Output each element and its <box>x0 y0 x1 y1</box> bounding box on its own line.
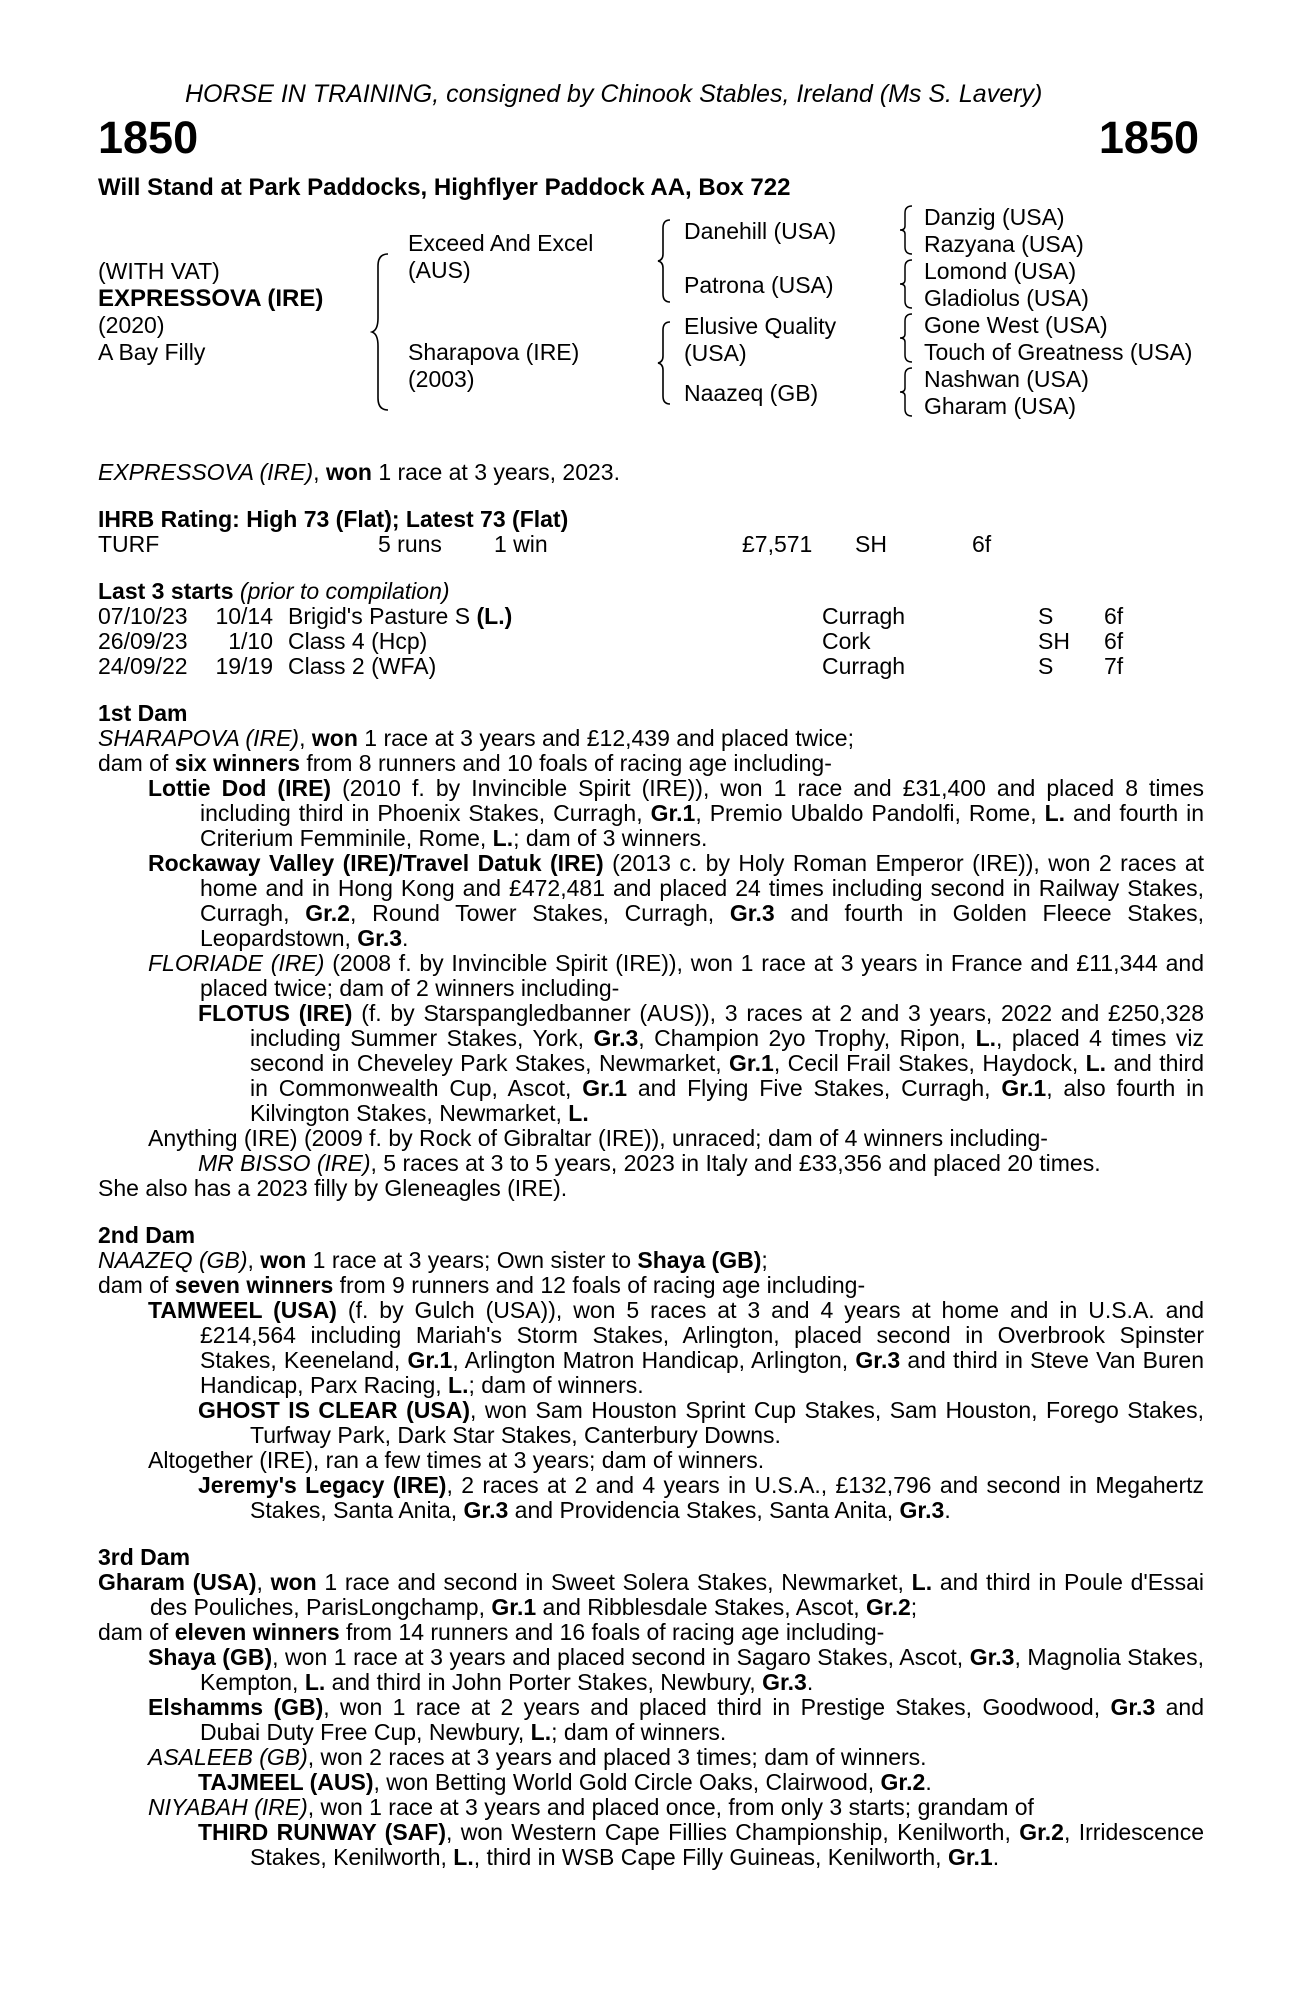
brace-gg4 <box>898 366 916 418</box>
produce-tamweel: TAMWEEL (USA) (f. by Gulch (USA)), won 5 races at 3 and 4 years at home and in U.S.A. and £214,564 including Mariah's Storm Stakes, Arlington, placed second in Overbrook Spinster Stakes, Keeneland, Gr.1, Arlington Matron Handicap, Arlington, Gr.3 and third in Steve Van Buren Handicap, Parx Racing, L.; dam of winners. <box>148 1297 1204 1398</box>
last-starts-block <box>98 579 1204 679</box>
gg-lomond: Lomond (USA) <box>924 258 1077 284</box>
last-start-dist: 7f <box>1104 653 1124 679</box>
rating-heading: IHRB Rating: High 73 (Flat); Latest 73 (Flat) <box>98 506 569 532</box>
last-start-course: Curragh <box>822 603 906 629</box>
last-starts-heading: Last 3 starts (prior to compilation) <box>98 578 450 604</box>
last-start-race: Class 2 (WFA) <box>288 653 437 679</box>
produce-tajmeel: TAJMEEL (AUS), won Betting World Gold Circle Oaks, Clairwood, Gr.2. <box>198 1769 932 1795</box>
produce-flotus: FLOTUS (IRE) (f. by Starspangledbanner (AUS)), 3 races at 2 and 3 years, 2022 and £250,328 including Summer Stakes, York, Gr.3, Champion 2yo Trophy, Ripon, L., placed 4 times viz second in Cheveley Park Stakes, Newmarket, Gr.1, Cecil Frail Stakes, Haydock, L. and third in Commonwealth Cup, Ascot, Gr.1 and Flying Five Stakes, Curragh, Gr.1, also fourth in Kilvington Stakes, Newmarket, L. <box>198 1000 1205 1126</box>
stand-location: Will Stand at Park Paddocks, Highflyer Paddock AA, Box 722 <box>98 174 791 201</box>
first-dam-produce-line: dam of six winners from 8 runners and 10 foals of racing age including- <box>98 750 832 776</box>
last-start-row <box>98 604 1204 629</box>
horse-description: A Bay Filly <box>98 339 206 365</box>
last-start-going: SH <box>1038 628 1070 654</box>
produce-niyabah: NIYABAH (IRE), won 1 race at 3 years and placed once, from only 3 starts; grandam of <box>148 1794 1034 1820</box>
dam-sire-country: (USA) <box>684 340 747 366</box>
third-dam-produce-line: dam of eleven winners from 14 runners and 16 foals of racing age including- <box>98 1619 885 1645</box>
foaling-year: (2020) <box>98 312 165 338</box>
gg-nashwan: Nashwan (USA) <box>924 366 1089 392</box>
rating-block <box>98 507 1204 557</box>
last-start-race: Brigid's Pasture S (L.) <box>288 603 513 629</box>
produce-lottie-dod: Lottie Dod (IRE) (2010 f. by Invincible Spirit (IRE)), won 1 race and £31,400 and placed 8 times including third in Phoenix Stakes, Curragh, Gr.1, Premio Ubaldo Pandolfi, Rome, L. and fourth in Criterium Femminile, Rome, L.; dam of 3 winners. <box>148 775 1205 851</box>
third-dam-line: Gharam (USA), won 1 race and second in Sweet Solera Stakes, Newmarket, L. and third in Poule d'Essai des Pouliches, ParisLongchamp, Gr.1 and Ribblesdale Stakes, Ascot, Gr.2; <box>98 1569 1205 1620</box>
last-start-date: 26/09/23 <box>98 628 188 654</box>
gg-touch-of-greatness: Touch of Greatness (USA) <box>924 339 1193 365</box>
dam-name: Sharapova (IRE) <box>408 339 580 365</box>
race-summary: EXPRESSOVA (IRE), won 1 race at 3 years, 2023. <box>98 459 620 485</box>
produce-mr-bisso: MR BISSO (IRE), 5 races at 3 to 5 years, 2023 in Italy and £33,356 and placed 20 times. <box>198 1150 1101 1176</box>
dam-dam: Naazeq (GB) <box>684 380 819 406</box>
produce-anything: Anything (IRE) (2009 f. by Rock of Gibraltar (IRE)), unraced; dam of 4 winners including- <box>148 1125 1048 1151</box>
produce-rockaway-valley: Rockaway Valley (IRE)/Travel Datuk (IRE) (2013 c. by Holy Roman Emperor (IRE)), won 2 races at home and in Hong Kong and £472,481 and placed 24 times including second in Railway Stakes, Curragh, Gr.2, Round Tower Stakes, Curragh, Gr.3 and fourth in Golden Fleece Stakes, Leopardstown, Gr.3. <box>148 850 1205 951</box>
gg-gladiolus: Gladiolus (USA) <box>924 285 1089 311</box>
last-start-course: Curragh <box>822 653 906 679</box>
brace-gg1 <box>898 204 916 256</box>
lot-number-left: 1850 <box>98 112 199 163</box>
second-dam-section <box>98 1223 1204 1523</box>
last-start-dist: 6f <box>1104 628 1124 654</box>
produce-elshamms: Elshamms (GB), won 1 race at 2 years and placed third in Prestige Stakes, Goodwood, Gr.3 and Dubai Duty Free Cup, Newbury, L.; dam of winners. <box>148 1694 1205 1745</box>
rating-row: TURF 5 runs 1 win £7,571 SH 6f <box>98 531 992 557</box>
last-start-row <box>98 629 1204 654</box>
gg-gharam: Gharam (USA) <box>924 393 1077 419</box>
brace-dam <box>656 320 674 406</box>
brace-gg2 <box>898 258 916 310</box>
produce-third-runway: THIRD RUNWAY (SAF), won Western Cape Fillies Championship, Kenilworth, Gr.2, Irridescence Stakes, Kenilworth, L., third in WSB Cape Filly Guineas, Kenilworth, Gr.1. <box>198 1819 1204 1870</box>
third-dam-section <box>98 1545 1204 1870</box>
gg-razyana: Razyana (USA) <box>924 231 1084 257</box>
last-start-going: S <box>1038 603 1054 629</box>
brace-gg3 <box>898 312 916 364</box>
last-start-pos: 10/14 <box>215 603 273 629</box>
sire-sire: Danehill (USA) <box>684 218 837 244</box>
catalogue-header: HORSE IN TRAINING, consigned by Chinook Stables, Ireland (Ms S. Lavery) <box>185 80 1043 108</box>
second-dam-produce-line: dam of seven winners from 9 runners and 12 foals of racing age including- <box>98 1272 866 1298</box>
last-start-date: 07/10/23 <box>98 603 188 629</box>
gg-danzig: Danzig (USA) <box>924 204 1065 230</box>
produce-altogether: Altogether (IRE), ran a few times at 3 years; dam of winners. <box>148 1447 765 1473</box>
first-dam-line: SHARAPOVA (IRE), won 1 race at 3 years and £12,439 and placed twice; <box>98 725 854 751</box>
produce-ghost-is-clear: GHOST IS CLEAR (USA), won Sam Houston Sprint Cup Stakes, Sam Houston, Forego Stakes, Turfway Park, Dark Star Stakes, Canterbury Downs. <box>198 1397 1204 1448</box>
first-dam-section <box>98 701 1204 1201</box>
brace-sire <box>656 218 674 304</box>
produce-jeremys-legacy: Jeremy's Legacy (IRE), 2 races at 2 and 4 years in U.S.A., £132,796 and second in Megahertz Stakes, Santa Anita, Gr.3 and Providencia Stakes, Santa Anita, Gr.3. <box>198 1472 1204 1523</box>
lot-number-right: 1850 <box>1098 112 1199 163</box>
last-start-going: S <box>1038 653 1054 679</box>
vat-note: (WITH VAT) <box>98 258 220 284</box>
produce-asaleeb: ASALEEB (GB), won 2 races at 3 years and placed 3 times; dam of winners. <box>148 1744 927 1770</box>
dam-year: (2003) <box>408 366 475 392</box>
last-start-pos: 1/10 <box>228 628 273 654</box>
sire-name: Exceed And Excel <box>408 230 594 256</box>
last-start-race: Class 4 (Hcp) <box>288 628 428 654</box>
second-dam-line: NAAZEQ (GB), won 1 race at 3 years; Own sister to Shaya (GB); <box>98 1247 768 1273</box>
brace-main <box>370 252 392 412</box>
last-start-date: 24/09/22 <box>98 653 188 679</box>
dam-sire-name: Elusive Quality <box>684 313 837 339</box>
last-start-row <box>98 654 1204 679</box>
produce-shaya: Shaya (GB), won 1 race at 3 years and placed second in Sagaro Stakes, Ascot, Gr.3, Magnolia Stakes, Kempton, L. and third in John Porter Stakes, Newbury, Gr.3. <box>148 1644 1204 1695</box>
produce-2023-filly: She also has a 2023 filly by Gleneagles (IRE). <box>98 1175 568 1201</box>
produce-floriade: FLORIADE (IRE) (2008 f. by Invincible Spirit (IRE)), won 1 race at 3 years in France and £11,344 and placed twice; dam of 2 winners including- <box>148 950 1204 1001</box>
sire-dam: Patrona (USA) <box>684 272 834 298</box>
last-start-dist: 6f <box>1104 603 1124 629</box>
last-start-course: Cork <box>822 628 871 654</box>
horse-name: EXPRESSOVA (IRE) <box>98 285 324 312</box>
last-start-pos: 19/19 <box>215 653 273 679</box>
sire-country: (AUS) <box>408 257 471 283</box>
first-dam-heading: 1st Dam <box>98 700 188 726</box>
second-dam-heading: 2nd Dam <box>98 1222 196 1248</box>
third-dam-heading: 3rd Dam <box>98 1544 191 1570</box>
gg-gone-west: Gone West (USA) <box>924 312 1108 338</box>
catalogue-body <box>98 460 1204 1870</box>
last-starts-table <box>98 604 1204 679</box>
